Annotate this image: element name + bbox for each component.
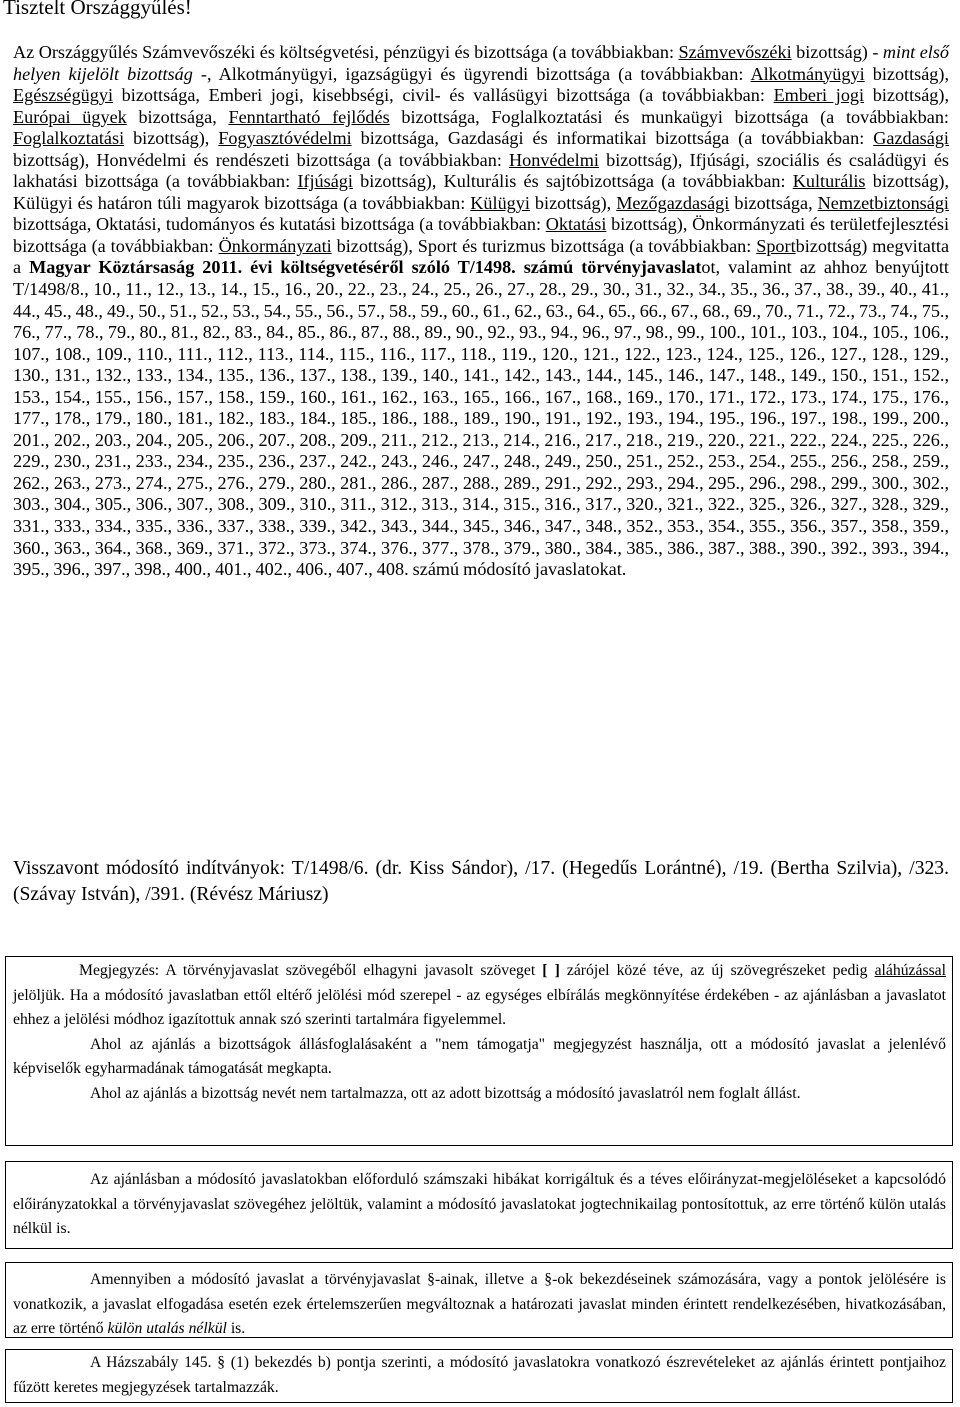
committee-ref: Oktatási xyxy=(545,214,607,235)
text: bizottság), xyxy=(864,63,949,84)
text: Az Országgyűlés Számvevőszéki és költségvetési, pénzügyi és bizottsága (a továbbiakban: xyxy=(13,42,679,62)
text: Megjegyzés: A törvényjavaslat szövegéből elhagyni javasolt szöveget xyxy=(79,962,543,979)
text: bizottság), xyxy=(598,149,690,170)
note-paragraph xyxy=(13,1268,946,1342)
note-paragraph: Ahol az ajánlás a bizottságok állásfoglalásaként a "nem támogatja" megjegyzést használja, ott a módosító javaslat a jelenlévő képviselők egyharmadának támogatását megkapta. xyxy=(13,1035,946,1078)
committee-ref: Sport xyxy=(756,235,796,256)
committee-ref: Európai ügyek xyxy=(13,106,127,127)
committee-ref: Alkotmányügyi xyxy=(750,63,865,84)
text: bizottsága, Foglalkoztatási és munkaügyi bizottsága (a továbbiakban: xyxy=(389,106,949,127)
lead-committee-note: mint első helyen kijelölt bizottság - xyxy=(13,42,950,84)
text: bizottsága, xyxy=(729,192,818,213)
text: Amennyiben a módosító javaslat a törvényjavaslat §-ainak, illetve a §-ok bekezdéseinek számozására, vagy a pontok jelölésére is vonatkozik, a javaslat elfogadása esetén ezek értelemszerűen megváltoznak a határozati javaslat minden érintett rendelkezésében, hivatkozásában, az erre történő xyxy=(13,1271,946,1338)
text: bizottság), xyxy=(529,192,617,213)
note-paragraph xyxy=(13,959,946,1033)
committee-ref: Ifjúsági xyxy=(297,171,353,192)
committee-ref: Nemzetbiztonsági xyxy=(817,192,949,213)
text: bizottság) megvitatta a xyxy=(13,235,950,278)
text: , Alkotmányügyi, igazságügyi és ügyrendi bizottsága (a továbbiakban: xyxy=(206,63,751,84)
committee-ref: Emberi jogi xyxy=(773,85,865,106)
text: bizottság), Külügyi és határon túli magyarok bizottsága (a továbbiakban: xyxy=(13,171,949,213)
amendment-list: ot, valamint az ahhoz benyújtott T/1498/8., 10., 11., 12., 13., 14., 15., 16., 20., 22., 23., 24., 25., 26., 27., 28., 29., 30., 31., 32., 34., 35., 36., 37., 38., 39., 40., 41., 44., 45., 48., 49., 50., 51., 52., 53., 54., 55., 56., 57., 58., 59., 60., 61., 62., 63., 64., 65., 66., 67., 68., 69., 70., 71., 72., 73., 74., 75., 76., 77., 78., 79., 80., 81., 82., 83., 84., 85., 86., 87., 88., 89., 90., 92., 93., 94., 96., 97., 98., 99., 100., 101., 103., 104., 105., 106., 107., 108., 109., 110., 111., 112., 113., 114., 115., 116., 117., 118., 119., 120., 121., 122., 123., 124., 125., 126., 127., 128., 129., 130., 131., 132., 133., 134., 135., 136., 137., 138., 139., 140., 141., 142., 143., 144., 145., 146., 147., 148., 149., 150., 151., 152., 153., 154., 155., 156., 157., 158., 159., 160., 161., 162., 163., 165., 166., 167., 168., 169., 170., 171., 172., 173., 174., 175., 176., 177., 178., 179., 180., 181., 182., 183., 184., 185., 186., 188., 189., 190., 191., 192., 193., 194., 195., 196., 197., 198., 199., 200., 201., 202., 203., 204., 205., 206., 207., 208., 209., 211., 212., 213., 214., 216., 217., 218., 219., 220., 221., 222., 224., 225., 226., 229., 230., 231., 233., 234., 235., 236., 237., 242., 243., 246., 247., 248., 249., 250., 251., 252., 253., 254., 255., 256., 258., 259., 262., 263., 273., 274., 275., 276., 279., 280., 281., 286., 287., 288., 289., 291., 292., 293., 294., 295., 296., 298., 299., 300., 302., 303., 304., 305., 306., 307., 308., 309., 310., 311., 312., 313., 314., 315., 316., 317., 320., 321., 322., 325., 326., 327., 328., 329., 331., 333., 334., 335., 336., 337., 338., 339., 342., 343., 344., 345., 346., 347., 348., 352., 353., 354., 355., 356., 357., 358., 359., 360., 363., 364., 368., 369., 371., 372., 373., 374., 376., 377., 378., 379., 380., 384., 385., 386., 387., 388., 390., 392., 393., 394., 395., 396., 397., 398., 400., 401., 402., 406., 407., 408. számú módosító javaslatokat. xyxy=(13,257,949,580)
bracket-symbol: [ ] xyxy=(542,962,560,979)
committee-ref: Egészségügyi xyxy=(13,85,114,106)
greeting-heading: Tisztelt Országgyűlés! xyxy=(3,0,192,19)
committee-ref: Külügyi xyxy=(470,192,530,213)
text: is. xyxy=(226,1320,246,1338)
text: bizottság), Önkormányzati és területfejlesztési bizottsága (a továbbiakban: xyxy=(13,214,949,256)
text: bizottsága, Gazdasági és informatikai bizottsága (a továbbiakban: xyxy=(351,128,874,149)
committee-ref: Fogyasztóvédelmi xyxy=(218,128,352,149)
note-paragraph: Ahol az ajánlás a bizottság nevét nem tartalmazza, ott az adott bizottság a módosító javaslatról nem foglalt állást. xyxy=(90,1084,801,1102)
note-paragraph: A Házszabály 145. § (1) bekezdés b) pontja szerinti, a módosító javaslatokra vonatkozó észrevételeket az ajánlás érintett pontjaihoz fűzött keretes megjegyzések tartalmazzák. xyxy=(13,1354,946,1396)
note-paragraph: Az ajánlásban a módosító javaslatokban előforduló számszaki hibákat korrigáltuk és a téves előirányzat-megjelöléseket a kapcsolódó előirányzatokkal a törvényjavaslat szövegéhez jelöltük, valamint a módosító javaslatokat jogtechnikailag pontosítottuk, az erre történő külön utalás nélkül is. xyxy=(13,1171,946,1238)
committee-ref: Foglalkoztatási xyxy=(13,128,125,149)
withdrawn-amendments: Visszavont módosító indítványok: T/1498/6. (dr. Kiss Sándor), /17. (Hegedűs Lorántné), /19. (Bertha Szilvia), /323. (Szávay István), /391. (Révész Máriusz) xyxy=(13,858,949,905)
text: bizottság), xyxy=(124,128,219,149)
committee-ref: Önkormányzati xyxy=(218,235,332,256)
text: bizottság), Kulturális és sajtóbizottsága (a továbbiakban: xyxy=(352,171,793,192)
note-box-rules xyxy=(5,1349,953,1403)
note-box-numbering xyxy=(5,1262,953,1338)
text: bizottság), Honvédelmi és rendészeti bizottsága (a továbbiakban: xyxy=(13,149,510,170)
text: zárójel közé téve, az új szövegrészeket pedig xyxy=(559,962,875,979)
committee-ref: Kulturális xyxy=(792,171,866,192)
text: bizottság) - xyxy=(791,42,883,62)
text: bizottság), Sport és turizmus bizottsága (a továbbiakban: xyxy=(331,235,757,256)
emphasis: külön utalás nélkül xyxy=(107,1320,227,1338)
note-box-marking xyxy=(5,956,953,1146)
committee-ref: Számvevőszéki xyxy=(678,42,792,62)
text: bizottsága, xyxy=(126,106,229,127)
committee-ref: Fenntartható fejlődés xyxy=(228,106,390,127)
text: jelöljük. Ha a módosító javaslatban ettől eltérő jelölési mód szerepel - az egységes elbírálás megkönnyítése érdekében - az ajánlásban a javaslatot ehhez a jelölési módhoz igazítottuk annak szó szerinti tartalmára figyelemmel. xyxy=(13,986,946,1029)
main-paragraph xyxy=(13,42,949,581)
text: , szociális és családügyi és lakhatási bizottsága (a továbbiakban: xyxy=(13,149,949,192)
committee-ref: Honvédelmi xyxy=(509,149,599,170)
text: bizottsága, Emberi jogi, kisebbségi, civil- és vallásügyi bizottsága (a továbbiakban: xyxy=(113,85,774,106)
committee-ref: Mezőgazdasági xyxy=(616,192,730,213)
committee-ref: Gazdasági xyxy=(873,128,949,149)
text: bizottság), xyxy=(864,85,949,106)
text: Ifjúsági xyxy=(689,149,746,170)
bill-title: Magyar Köztársaság 2011. évi költségvetéséről szóló T/1498. számú törvényjavaslat xyxy=(29,257,702,278)
note-box-corrections xyxy=(5,1161,953,1249)
underline-example: aláhúzással xyxy=(874,962,946,979)
text: bizottsága, Oktatási, tudományos és kutatási bizottsága (a továbbiakban: xyxy=(13,214,546,235)
